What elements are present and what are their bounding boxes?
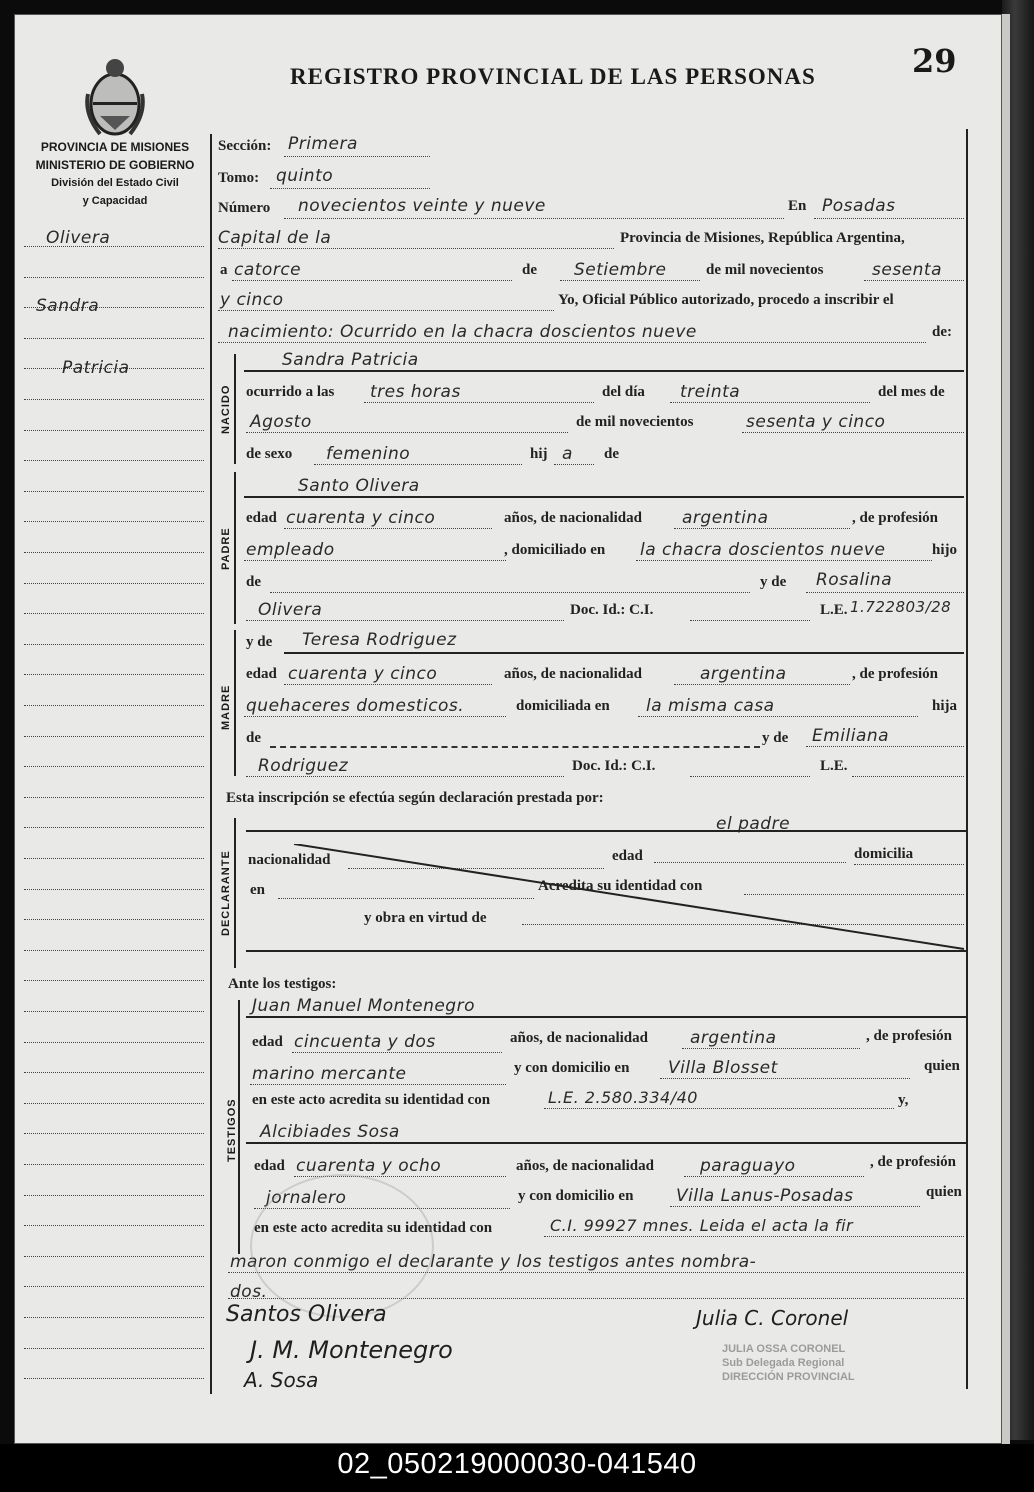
padre-nac-value: argentina bbox=[682, 508, 769, 528]
cancel-diagonal-line bbox=[294, 844, 974, 954]
declarante-acredita-label: Acredita su identidad con bbox=[538, 878, 703, 894]
ministry-name: MINISTERIO DE GOBIERNO bbox=[35, 158, 195, 172]
division-name-2: y Capacidad bbox=[82, 195, 148, 207]
margin-line bbox=[24, 399, 204, 400]
nacido-de-label: de bbox=[604, 446, 619, 462]
closing-line-2: dos. bbox=[230, 1282, 268, 1302]
margin-line bbox=[24, 1042, 204, 1043]
madre-le-label: L.E. bbox=[820, 758, 848, 774]
margin-line bbox=[24, 858, 204, 859]
padre-mother-value: Rosalina bbox=[816, 570, 893, 590]
margin-line bbox=[24, 827, 204, 828]
margin-line bbox=[24, 950, 204, 951]
padre-mother-value-2: Olivera bbox=[258, 600, 323, 620]
division-name: División del Estado Civil bbox=[51, 177, 179, 189]
padre-edad-value: cuarenta y cinco bbox=[286, 508, 436, 528]
testigo2-edad-value: cuarenta y ocho bbox=[296, 1156, 442, 1176]
document-page bbox=[14, 14, 1010, 1444]
del-dia-label: del día bbox=[602, 384, 645, 400]
margin-line bbox=[24, 674, 204, 675]
margin-line bbox=[24, 1133, 204, 1134]
footer-code: 02_050219000030-041540 bbox=[0, 1444, 1034, 1492]
province-name: PROVINCIA DE MISIONES bbox=[40, 140, 190, 154]
day-value: catorce bbox=[234, 260, 302, 280]
padre-doc-label: Doc. Id.: C.I. bbox=[570, 602, 654, 618]
en-value: Posadas bbox=[822, 196, 896, 216]
testigo2-dom-value: Villa Lanus-Posadas bbox=[676, 1186, 854, 1206]
numero-value: novecientos veinte y nueve bbox=[298, 196, 546, 216]
testigo2-prof-label: , de profesión bbox=[870, 1154, 956, 1170]
margin-line bbox=[24, 919, 204, 920]
margin-line bbox=[24, 521, 204, 522]
coat-of-arms-icon bbox=[80, 54, 150, 140]
margin-line bbox=[24, 460, 204, 461]
declarante-obra-label: y obra en virtud de bbox=[364, 910, 487, 926]
margin-line bbox=[24, 1195, 204, 1196]
margin-middle-name: Patricia bbox=[62, 358, 130, 378]
declarante-name: el padre bbox=[716, 814, 791, 834]
testigo2-nac-label: años, de nacionalidad bbox=[516, 1158, 654, 1174]
testigo2-id-value: C.I. 99927 mnes. Leida el acta la fir bbox=[550, 1216, 854, 1235]
padre-section-label: PADRE bbox=[220, 527, 232, 570]
official-stamp bbox=[722, 1342, 855, 1384]
margin-line bbox=[24, 1011, 204, 1012]
declarante-section-label: DECLARANTE bbox=[220, 850, 232, 936]
padre-dom-label: , domiciliado en bbox=[504, 542, 606, 558]
testigo1-nac-value: argentina bbox=[690, 1028, 777, 1048]
ocurrido-label: ocurrido a las bbox=[246, 384, 335, 400]
testigo2-acredita-label: en este acto acredita su identidad con bbox=[254, 1220, 493, 1236]
madre-name: Teresa Rodriguez bbox=[302, 630, 457, 650]
hij-label: hij bbox=[530, 446, 548, 462]
signature-official: Julia C. Coronel bbox=[696, 1306, 849, 1330]
signature-testigo-2: A. Sosa bbox=[244, 1368, 319, 1392]
seccion-label: Sección: bbox=[218, 138, 272, 154]
tomo-value: quinto bbox=[276, 166, 334, 186]
del-mes-label: del mes de bbox=[878, 384, 945, 400]
official-text: Yo, Oficial Público autorizado, procedo a inscribir el bbox=[558, 292, 894, 308]
nacido-section-label: NACIDO bbox=[220, 384, 232, 434]
testigo1-edad-value: cincuenta y dos bbox=[294, 1032, 436, 1052]
testigo1-y-label: y, bbox=[898, 1092, 909, 1108]
madre-edad-value: cuarenta y cinco bbox=[288, 664, 438, 684]
signature-testigo-1: J. M. Montenegro bbox=[250, 1336, 453, 1364]
year-value: sesenta bbox=[872, 260, 942, 280]
testigo2-quien-label: quien bbox=[926, 1184, 962, 1200]
testigo2-nac-value: paraguayo bbox=[700, 1156, 796, 1176]
act-value: nacimiento: Ocurrido en la chacra doscientos nueve bbox=[228, 322, 697, 342]
signature-declarante: Santos Olivera bbox=[226, 1302, 387, 1327]
padre-prof-value: empleado bbox=[246, 540, 335, 560]
document-title: REGISTRO PROVINCIAL DE LAS PERSONAS bbox=[290, 64, 816, 89]
margin-line bbox=[24, 1103, 204, 1104]
padre-name: Santo Olivera bbox=[298, 476, 420, 496]
margin-line bbox=[24, 491, 204, 492]
mil-label: de mil novecientos bbox=[576, 414, 694, 430]
left-border-line bbox=[210, 134, 212, 1394]
numero-label: Número bbox=[218, 200, 271, 216]
margin-line bbox=[24, 1317, 204, 1318]
testigo1-name: Juan Manuel Montenegro bbox=[252, 996, 475, 1016]
mes-value: Agosto bbox=[250, 412, 312, 432]
margin-line bbox=[24, 1256, 204, 1257]
stamp-line-2: Sub Delegada Regional bbox=[722, 1357, 845, 1369]
madre-section-label: MADRE bbox=[220, 684, 232, 730]
year-text: de mil novecientos bbox=[706, 262, 824, 278]
margin-line bbox=[24, 552, 204, 553]
madre-y-de-label: y de bbox=[246, 634, 273, 650]
hijo-label: hijo bbox=[932, 542, 958, 558]
provincia-text: Provincia de Misiones, República Argentina, bbox=[620, 230, 905, 246]
madre-mother-value-2: Rodriguez bbox=[258, 756, 349, 776]
capital-value: Capital de la bbox=[218, 228, 332, 248]
madre-de-label: de bbox=[246, 730, 261, 746]
margin-line bbox=[24, 430, 204, 431]
faint-seal bbox=[250, 1174, 434, 1318]
testigo1-quien-label: quien bbox=[924, 1058, 960, 1074]
page-number: 29 bbox=[912, 42, 957, 80]
dia-value: treinta bbox=[680, 382, 741, 402]
testigos-intro: Ante los testigos: bbox=[228, 976, 337, 992]
padre-y-de-label: y de bbox=[760, 574, 787, 590]
madre-doc-label: Doc. Id.: C.I. bbox=[572, 758, 656, 774]
nacido-year-value: sesenta y cinco bbox=[746, 412, 886, 432]
madre-mother-value: Emiliana bbox=[812, 726, 890, 746]
margin-line bbox=[24, 583, 204, 584]
margin-line bbox=[24, 705, 204, 706]
margin-line bbox=[24, 980, 204, 981]
sexo-value: femenino bbox=[326, 444, 411, 464]
de-label: de bbox=[522, 262, 537, 278]
margin-line bbox=[24, 1225, 204, 1226]
closing-line-1: maron conmigo el declarante y los testigos antes nombra- bbox=[230, 1252, 757, 1272]
testigo1-id-value: L.E. 2.580.334/40 bbox=[548, 1088, 698, 1107]
margin-line bbox=[24, 644, 204, 645]
testigo1-dom-label: y con domicilio en bbox=[514, 1060, 630, 1076]
seccion-value: Primera bbox=[288, 134, 358, 154]
tomo-label: Tomo: bbox=[218, 170, 260, 186]
sexo-label: de sexo bbox=[246, 446, 293, 462]
nacido-name: Sandra Patricia bbox=[282, 350, 419, 370]
hour-value: tres horas bbox=[370, 382, 461, 402]
padre-le-label: L.E. bbox=[820, 602, 848, 618]
year-value-2: y cinco bbox=[220, 290, 284, 310]
month-value: Setiembre bbox=[574, 260, 667, 280]
a-label: a bbox=[220, 262, 228, 278]
margin-line bbox=[24, 1072, 204, 1073]
margin-line bbox=[24, 613, 204, 614]
testigo1-edad-label: edad bbox=[252, 1034, 283, 1050]
declarante-nac-label: nacionalidad bbox=[248, 852, 331, 868]
padre-nac-label: años, de nacionalidad bbox=[504, 510, 642, 526]
testigo1-prof-value: marino mercante bbox=[252, 1064, 407, 1084]
madre-y-de2-label: y de bbox=[762, 730, 789, 746]
padre-le-value: 1.722803/28 bbox=[850, 598, 952, 616]
stamp-line-1: JULIA OSSA CORONEL bbox=[722, 1343, 846, 1355]
margin-line bbox=[24, 766, 204, 767]
testigo2-name: Alcibiades Sosa bbox=[260, 1122, 400, 1142]
testigo2-dom-label: y con domicilio en bbox=[518, 1188, 634, 1204]
de-label-2: de: bbox=[932, 324, 952, 340]
margin-line bbox=[24, 889, 204, 890]
testigo2-edad-label: edad bbox=[254, 1158, 285, 1174]
issuer-block bbox=[20, 138, 210, 210]
right-border-line bbox=[966, 129, 968, 1389]
hij-value: a bbox=[562, 444, 573, 464]
declarante-domicilia-label: domicilia bbox=[854, 846, 914, 862]
margin-line bbox=[24, 1164, 204, 1165]
testigo1-nac-label: años, de nacionalidad bbox=[510, 1030, 648, 1046]
declarante-edad-label: edad bbox=[612, 848, 643, 864]
hija-label: hija bbox=[932, 698, 958, 714]
testigo2-prof-value: jornalero bbox=[266, 1188, 347, 1208]
margin-surname: Olivera bbox=[46, 228, 111, 248]
margin-first-name: Sandra bbox=[36, 296, 100, 316]
madre-prof-value: quehaceres domesticos. bbox=[246, 696, 465, 716]
testigo1-acredita-label: en este acto acredita su identidad con bbox=[252, 1092, 491, 1108]
padre-prof-label: , de profesión bbox=[852, 510, 938, 526]
margin-line bbox=[24, 797, 204, 798]
margin-line bbox=[24, 338, 204, 339]
declarante-en-label: en bbox=[250, 882, 265, 898]
madre-dom-value: la misma casa bbox=[646, 696, 775, 716]
madre-dom-label: domiciliada en bbox=[516, 698, 610, 714]
padre-edad-label: edad bbox=[246, 510, 277, 526]
madre-nac-value: argentina bbox=[700, 664, 787, 684]
margin-line bbox=[24, 1348, 204, 1349]
margin-line bbox=[24, 277, 204, 278]
declarante-intro: Esta inscripción se efectúa según declaración prestada por: bbox=[226, 790, 604, 806]
stamp-line-3: DIRECCIÓN PROVINCIAL bbox=[722, 1371, 855, 1383]
madre-nac-label: años, de nacionalidad bbox=[504, 666, 642, 682]
madre-edad-label: edad bbox=[246, 666, 277, 682]
en-label: En bbox=[788, 198, 807, 214]
testigos-section-label: TESTIGOS bbox=[226, 1098, 238, 1162]
padre-de-label: de bbox=[246, 574, 261, 590]
margin-line bbox=[24, 736, 204, 737]
padre-dom-value: la chacra doscientos nueve bbox=[640, 540, 886, 560]
madre-prof-label: , de profesión bbox=[852, 666, 938, 682]
margin-line bbox=[24, 1286, 204, 1287]
testigo1-dom-value: Villa Blosset bbox=[668, 1058, 778, 1078]
testigo1-prof-label: , de profesión bbox=[866, 1028, 952, 1044]
margin-line bbox=[24, 1378, 204, 1379]
